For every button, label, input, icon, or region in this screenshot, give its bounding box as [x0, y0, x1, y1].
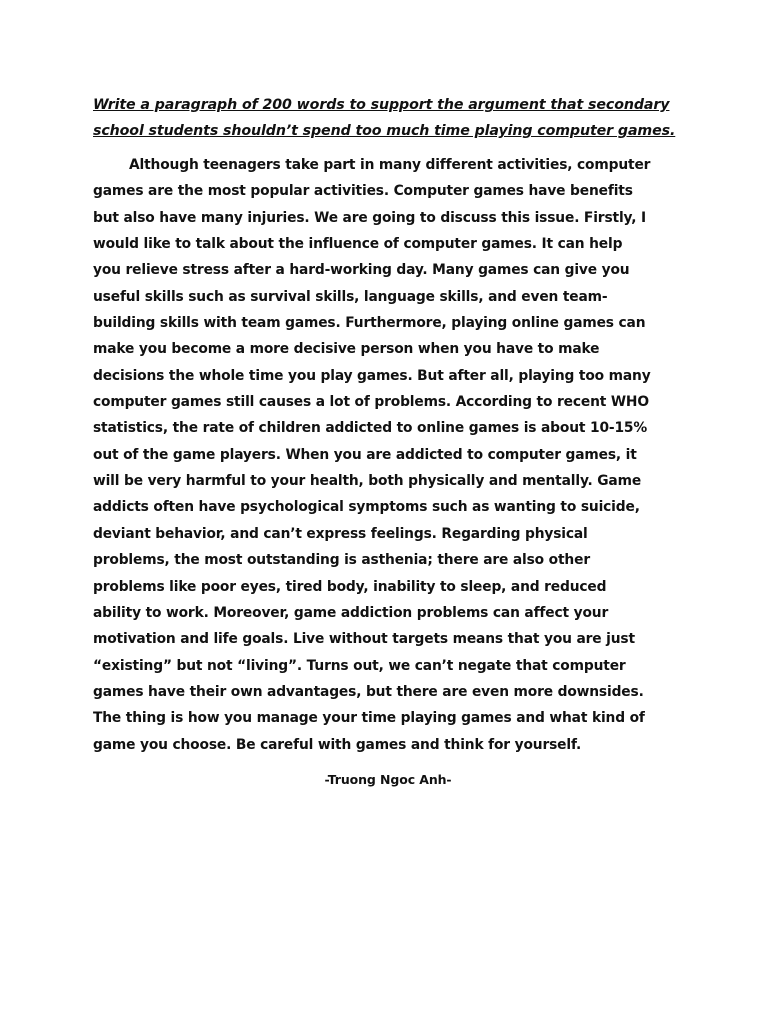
essay-line: addicts often have psychological symptoms such as wanting to suicide,	[93, 499, 640, 516]
prompt-line: school students shouldn’t spend too much time playing computer games.	[93, 123, 676, 139]
essay-line: Although teenagers take part in many different activities, computer	[129, 157, 651, 173]
essay-paragraph	[93, 152, 683, 758]
author-signature: -Truong Ngoc Anh-	[324, 771, 452, 787]
essay-line: games are the most popular activities. Computer games have benefits	[93, 183, 633, 200]
essay-line: games have their own advantages, but there are even more downsides.	[93, 683, 644, 700]
essay-line: would like to talk about the influence of computer games. It can help	[93, 236, 623, 253]
essay-line: useful skills such as survival skills, language skills, and even team-	[93, 288, 608, 305]
essay-line: statistics, the rate of children addicted to online games is about 10-15%	[93, 420, 648, 437]
prompt-line: Write a paragraph of 200 words to support the argument that secondary	[93, 97, 670, 113]
essay-line: ability to work. Moreover, game addiction problems can affect your	[93, 604, 609, 621]
essay-line: “existing” but not “living”. Turns out, we can’t negate that computer	[93, 657, 626, 674]
essay-line: motivation and life goals. Live without targets means that you are just	[93, 631, 635, 648]
essay-line: make you become a more decisive person when you have to make	[93, 341, 600, 358]
essay-line: decisions the whole time you play games. But after all, playing too many	[93, 367, 651, 384]
essay-line: game you choose. Be careful with games and think for yourself.	[93, 736, 582, 753]
essay-line: computer games still causes a lot of problems. According to recent WHO	[93, 394, 649, 411]
essay-line: problems, the most outstanding is asthenia; there are also other	[93, 552, 590, 569]
essay-line: deviant behavior, and can’t express feelings. Regarding physical	[93, 525, 588, 542]
essay-line: building skills with team games. Furthermore, playing online games can	[93, 315, 646, 332]
document-page	[93, 92, 683, 787]
essay-prompt	[93, 92, 683, 144]
essay-line: will be very harmful to your health, both physically and mentally. Game	[93, 473, 642, 490]
essay-line: you relieve stress after a hard-working day. Many games can give you	[93, 262, 630, 279]
essay-line: but also have many injuries. We are going to discuss this issue. Firstly, I	[93, 209, 647, 226]
essay-line: The thing is how you manage your time playing games and what kind of	[93, 710, 645, 727]
essay-line: problems like poor eyes, tired body, inability to sleep, and reduced	[93, 578, 607, 595]
essay-line: out of the game players. When you are addicted to computer games, it	[93, 446, 637, 463]
